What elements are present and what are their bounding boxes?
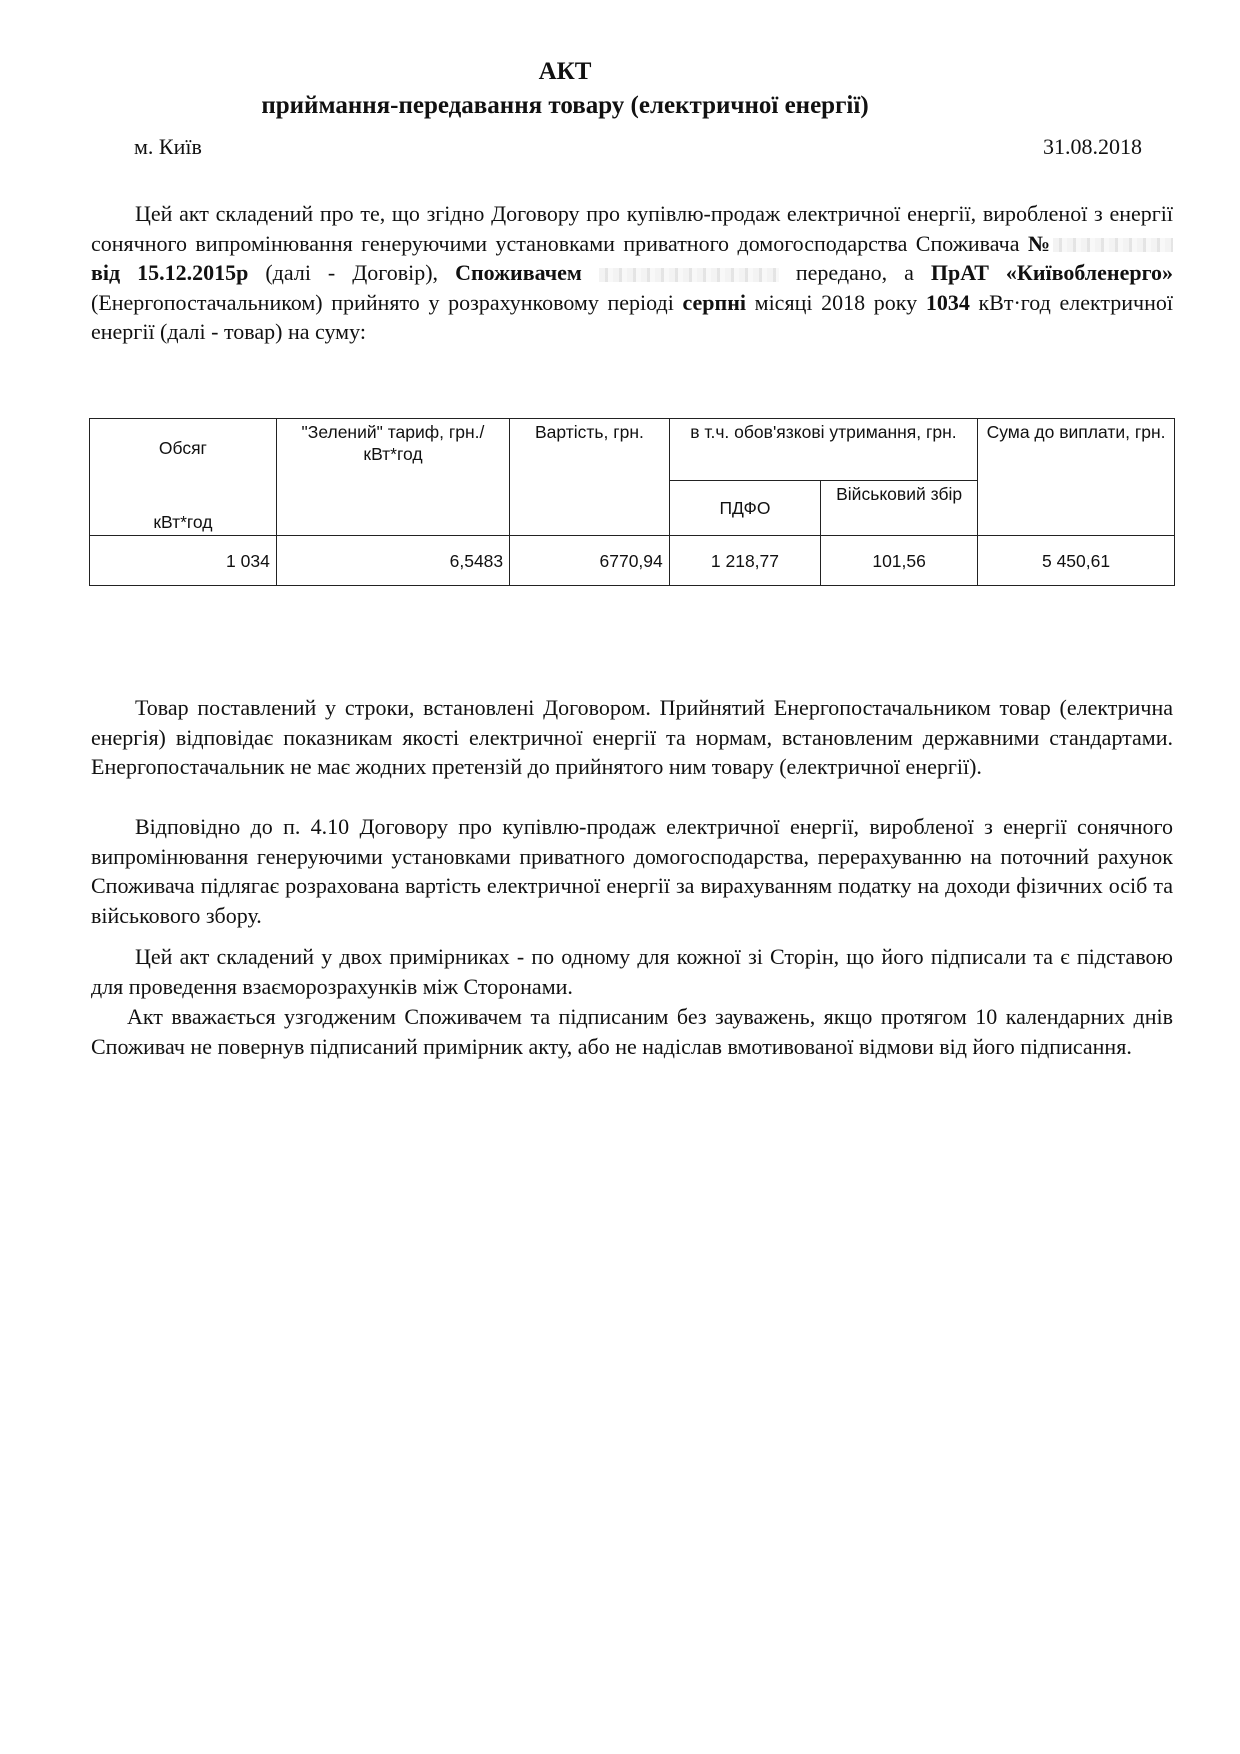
city-label: м. Київ (134, 134, 202, 159)
payment-paragraph (91, 812, 1173, 930)
cell-payable: 5 450,61 (978, 536, 1175, 586)
copies-text: Цей акт складений у двох примірниках - по одному для кожної зі Сторін, що його підписали та є підставою для проведення взаєморозрахунків між Сторонами. (91, 944, 1173, 999)
intro-text-1: Цей акт складений про те, що згідно Договору про купівлю-продаж електричної енергії, виробленої з енергії сонячного випромінювання генеруючими установками приватного домогосподарства Споживача (91, 201, 1173, 256)
cell-volume: 1 034 (90, 536, 277, 586)
delivery-text: Товар поставлений у строки, встановлені Договором. Прийнятий Енергопостачальником товар (електрична енергія) відповідає показникам якості електричної енергії та нормам, встановленим державними стандартами. Енергопостачальник не має жодних претензій до прийнятого ним товару (електричної енергії). (91, 695, 1173, 779)
cell-tariff: 6,5483 (276, 536, 509, 586)
document-date: 31.08.2018 (1043, 134, 1142, 159)
energy-table (89, 418, 1175, 586)
header-cost: Вартість, грн. (510, 419, 670, 536)
intro-paragraph (91, 199, 1173, 347)
intro-text-6: кВт·год електричної енергії (далі - товар) на суму: (91, 289, 1173, 344)
delivery-paragraph (91, 693, 1173, 782)
payment-text: Відповідно до п. 4.10 Договору про купівлю-продаж електричної енергії, виробленої з енергії сонячного випромінювання генеруючими установками приватного домогосподарства, перерахуванню на поточний рахунок Споживача підлягає розрахована вартість електричної енергії за вирахуванням податку на доходи фізичних осіб та військового збору. (91, 814, 1173, 928)
intro-text-5: місяці 2018 року (745, 289, 926, 315)
agreement-text: Акт вважається узгодженим Споживачем та підписаним без зауважень, якщо протягом 10 календарних днів Споживач не повернув підписаний примірник акту, або не надіслав вмотивованої відмови від його підписання. (91, 1004, 1173, 1059)
cell-military: 101,56 (821, 536, 978, 586)
copies-paragraph (91, 942, 1173, 1001)
header-deductions: в т.ч. обов'язкові утримання, грн. (669, 419, 977, 481)
header-volume (90, 419, 277, 536)
table-row (90, 536, 1175, 586)
document-title: АКТ (538, 58, 592, 85)
header-payable: Сума до виплати, грн. (978, 419, 1175, 536)
header-volume-unit: кВт*год (153, 512, 213, 532)
redacted-consumer-name (599, 268, 779, 282)
supplier-name: ПрАТ «Київобленерго» (930, 260, 1174, 285)
header-military: Військовий збір (821, 480, 978, 535)
header-tariff: "Зелений" тариф, грн./кВт*год (276, 419, 509, 536)
cell-cost: 6770,94 (510, 536, 670, 586)
energy-amount: 1034 (925, 289, 970, 315)
redacted-contract-number (1053, 238, 1173, 252)
billing-month: серпні (682, 289, 746, 315)
header-pdfo: ПДФО (669, 480, 820, 535)
intro-text-3: передано, а (778, 260, 931, 285)
contract-number-prefix: № (1027, 230, 1054, 256)
document-subtitle: приймання-передавання товару (електричної енергії) (261, 92, 869, 119)
header-volume-label: Обсяг (158, 438, 207, 458)
cell-pdfo: 1 218,77 (669, 536, 820, 586)
contract-date: від 15.12.2015р (91, 260, 249, 285)
intro-text-4: (Енергопостачальником) прийнято у розрахунковому періоді (91, 289, 683, 315)
consumer-label: Споживачем (455, 260, 582, 285)
agreement-paragraph (91, 1002, 1173, 1061)
intro-text-2: (далі - Договір), (248, 260, 456, 285)
